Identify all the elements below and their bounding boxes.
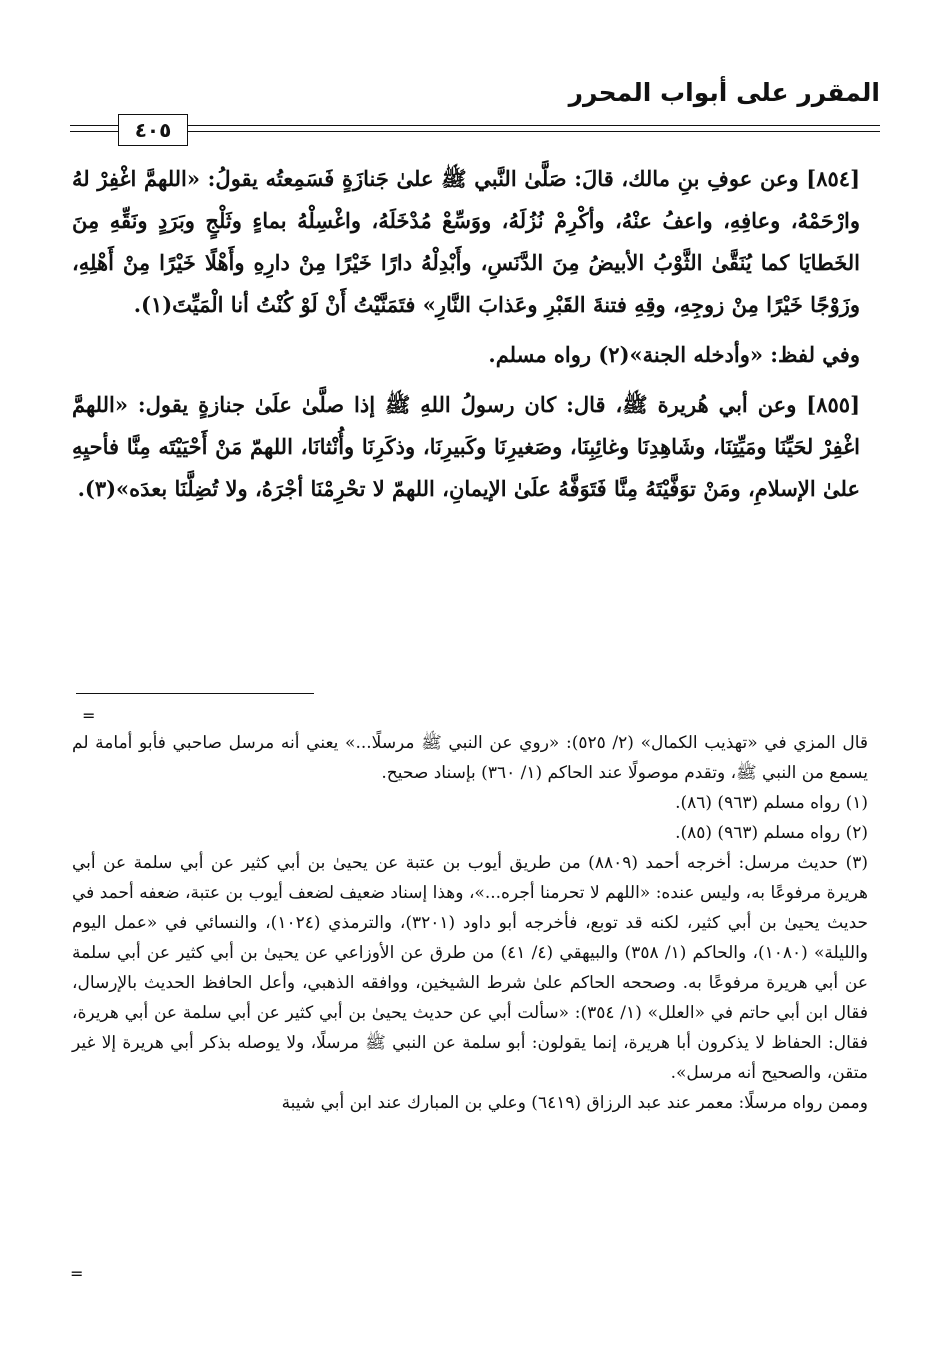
footnote-continued: قال المزي في «تهذيب الكمال» (٢/ ٥٢٥): «روي عن النبي ﷺ مرسلًا...» يعني أنه مرسل صاحبي فأبو أمامة لم يسمع من النبي ﷺ، وتقدم موصولًا عند الحاكم (١/ ٣٦٠) بإسناد صحيح. [72, 733, 868, 783]
footnote-separator [76, 693, 314, 694]
running-title: المقرر على أبواب المحرر [568, 78, 880, 107]
header-rule-double [70, 131, 880, 132]
footnote-1: (١) رواه مسلم (٩٦٣) (٨٦). [675, 793, 868, 813]
hadith-855: [٨٥٥] وعن أبي هُريرة ﷺ، قال: كان رسولُ اللهِ ﷺ إذا صلَّىٰ علَىٰ جنازةٍ يقول: «اللهمَّ اغْفِرْ لحَيِّنَا ومَيِّتِنَا، وشَاهِدِنَا وغائِبِنَا، وصَغيرِنَا وكَبيرِنَا، وذكَرِنَا وأُنْثانَا، اللهمّ مَنْ أَحْيَيْتَه مِنَّا فأحيِهِ علىٰ الإسلامِ، ومَنْ توَفَّيْتَهُ مِنَّا فَتَوَفَّهُ علَىٰ الإيمانِ، اللهمّ لا تحْرِمْنَا أجْرَهُ، ولا تُضِلَّنَا بعدَه»(٣). [72, 392, 860, 501]
header-rule [70, 125, 880, 126]
footnote-3: (٣) حديث مرسل: أخرجه أحمد (٨٨٠٩) من طريق أيوب بن عتبة عن يحيىٰ بن أبي كثير عن أبي سلمة عن أبي هريرة مرفوعًا به، وليس عنده: «اللهم لا تحرمنا أجره...»، وهذا إسناد ضعيف لضعف أيوب بن عتبة، ضعفه أحمد في حديث يحيىٰ بن أبي كثير، لكنه قد توبع، فأخرجه أبو داود (٣٢٠١)، والترمذي (١٠٢٤)، والنسائي في «عمل اليوم والليلة» (١٠٨٠)، والحاكم (١/ ٣٥٨) والبيهقي (٤/ ٤١) من طرق عن الأوزاعي عن يحيىٰ بن أبي كثير عن أبي سلمة عن أبي هريرة مرفوعًا به. وصححه الحاكم علىٰ شرط الشيخين، ووافقه الذهبي، وأعل الحافظ الحديث بالإرسال، فقال ابن أبي حاتم في «العلل» (١/ ٣٥٤): «سألت أبي عن حديث يحيىٰ بن أبي كثير عن أبي سلمة عن أبي هريرة، فقال: الحفاظ لا يذكرون أبا هريرة، إنما يقولون: أبو سلمة عن النبي ﷺ مرسلًا، ولا يوصله بذكر أبي هريرة إلا غير متقن، والصحيح أنه مرسل». [72, 853, 868, 1083]
continuation-mark-bottom: = [70, 1264, 84, 1283]
hadith-854: [٨٥٤] وعن عوفِ بنِ مالك، قالَ: صَلَّىٰ النَّبي ﷺ علىٰ جَنازَةٍ فَسَمِعتُه يقولُ: «اللهمَّ اغْفِرْ لهُ وارْحَمْهُ، وعافِهِ، واعفُ عنْهُ، وأكْرِمْ نُزُلَهُ، ووَسِّعْ مُدْخَلَهُ، واغْسِلْهُ بماءٍ وثَلْجٍ وبَرَدٍ ونَقِّهِ مِنَ الخَطايَا كما يُنَقَّىٰ الثَّوْبُ الأبيضُ مِنَ الدَّنَسِ، وأَبْدِلْهُ دارًا خَيْرًا مِنْ دارِهِ وأَهْلًا خَيْرًا مِنْ أَهْلِهِ، وزَوْجًا خَيْرًا مِنْ زوجِهِ، وقِهِ فتنةَ القَبْرِ وعَذابَ النَّارِ» فتَمَنَّيْتُ أَنْ لَوْ كُنْتُ أنا الْمَيِّتَ(١). [72, 166, 860, 317]
main-text [72, 158, 860, 510]
footnote-2: (٢) رواه مسلم (٩٦٣) (٨٥). [675, 823, 868, 843]
page-number: ٤٠٥ [118, 114, 188, 146]
hadith-854-variant: وفي لفظ: «وأدخله الجنة»(٢) رواه مسلم. [488, 342, 860, 367]
continuation-mark-top: = [82, 706, 96, 725]
footnote-3-continued: وممن رواه مرسلًا: معمر عند عبد الرزاق (٦٤١٩) وعلي بن المبارك عند ابن أبي شيبة [281, 1093, 868, 1113]
footnotes [72, 728, 868, 1118]
